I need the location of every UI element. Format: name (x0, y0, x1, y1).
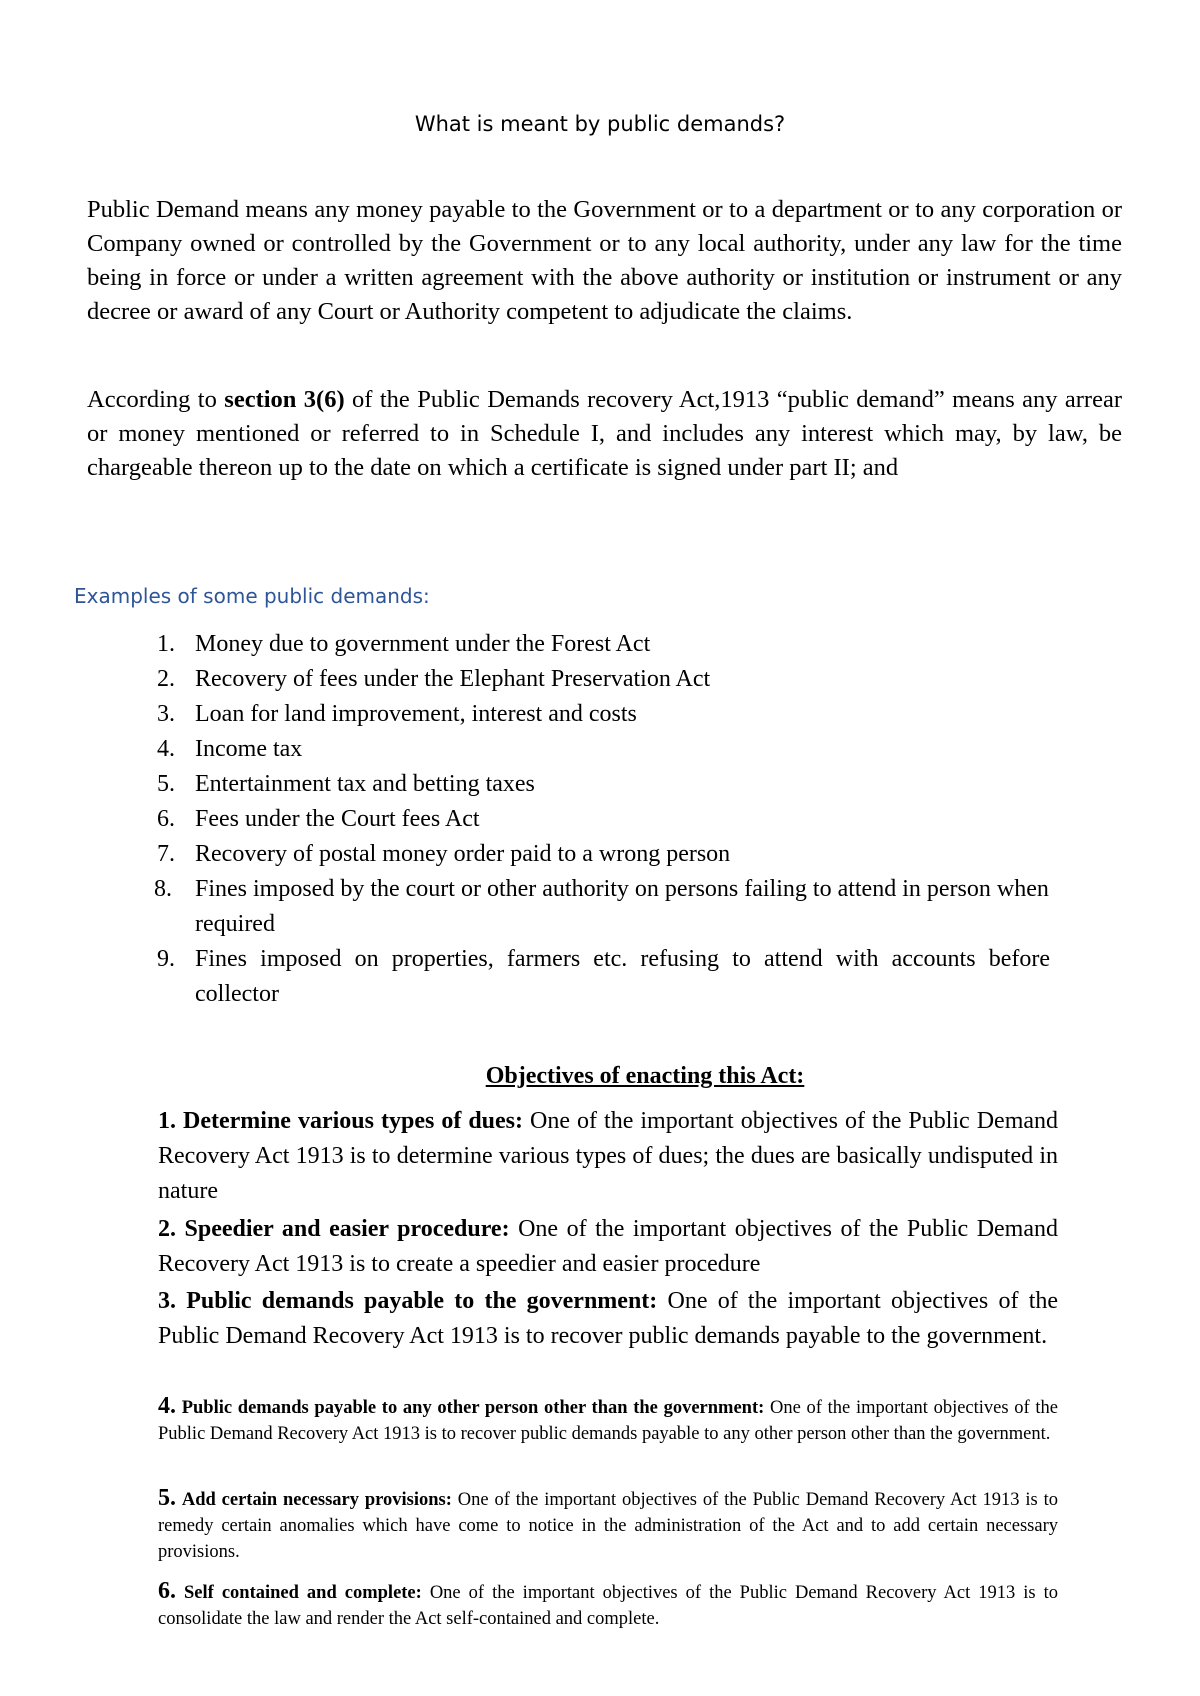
objective-number: 2. (158, 1216, 176, 1242)
objective-label: Public demands payable to the government: (186, 1288, 658, 1314)
section-text-after: of the Public Demands recovery Act,1913 “public demand” means any arrear or money mentioned or referred to in Schedule I, and includes any interest which may, by law, be chargeable thereon up to the date on which a certificate is signed under part II; and (87, 386, 1123, 481)
examples-list (150, 627, 1050, 1012)
list-item-number: 6. (157, 806, 175, 832)
list-item-text: Fees under the Court fees Act (195, 806, 480, 832)
objective-text: One of the important objectives of the Public Demand Recovery Act 1913 is to recover public demands payable to any other person other than the government. (158, 1398, 1058, 1444)
list-item-text: Fines imposed on properties, farmers etc. refusing to attend with accounts before collector (195, 946, 1050, 1007)
list-item-text: Income tax (195, 736, 303, 762)
objective-label: Determine various types of dues: (183, 1108, 524, 1134)
list-item (150, 627, 1050, 662)
list-item-number: 9. (157, 946, 175, 972)
list-item-number: 8. (154, 876, 172, 902)
objective-item (158, 1393, 1058, 1447)
list-item-text: Fines imposed by the court or other authority on persons failing to attend in person when required (195, 876, 1049, 937)
objectives-heading: Objectives of enacting this Act: (485, 1063, 805, 1089)
list-item-text: Recovery of fees under the Elephant Preservation Act (195, 666, 711, 692)
list-item-number: 4. (157, 736, 175, 762)
objective-number: 1. (158, 1108, 176, 1134)
intro-paragraph: Public Demand means any money payable to the Government or to a department or to any corporation or Company owned or controlled by the Government or to any local authority, under any law for the time being in force or under a written agreement with the above authority or institution or instrument or any decree or award of any Court or Authority competent to adjudicate the claims. (87, 196, 1122, 325)
list-item (150, 662, 1050, 697)
objective-item (158, 1485, 1058, 1565)
objective-text: One of the important objectives of the Public Demand Recovery Act 1913 is to remedy certain anomalies which have come to notice in the administration of the Act and to add certain necessary provisions. (158, 1490, 1058, 1562)
list-item-number: 2. (157, 666, 175, 692)
section-text-before: According to (87, 386, 225, 413)
list-item-text: Recovery of postal money order paid to a wrong person (195, 841, 731, 867)
section-paragraph (87, 383, 1122, 485)
list-item (150, 767, 1050, 802)
objective-label: Add certain necessary provisions: (181, 1490, 452, 1510)
objective-item (158, 1284, 1058, 1354)
list-item-number: 7. (157, 841, 175, 867)
objective-item (158, 1212, 1058, 1282)
examples-heading: Examples of some public demands: (74, 584, 430, 608)
objective-text: One of the important objectives of the Public Demand Recovery Act 1913 is to create a speedier and easier procedure (158, 1216, 1058, 1277)
objective-label: Self contained and complete: (184, 1583, 422, 1603)
objective-number: 3. (158, 1288, 176, 1314)
objective-text: One of the important objectives of the Public Demand Recovery Act 1913 is to determine various types of dues; the dues are basically undisputed in nature (158, 1108, 1059, 1204)
list-item (150, 872, 1050, 942)
objective-number: 5. (158, 1485, 176, 1511)
list-item (150, 837, 1050, 872)
list-item (150, 732, 1050, 767)
objective-label: Public demands payable to any other person other than the government: (181, 1398, 765, 1418)
list-item-number: 1. (157, 631, 175, 657)
objective-text: One of the important objectives of the Public Demand Recovery Act 1913 is to consolidate the law and render the Act self-contained and complete. (158, 1583, 1058, 1629)
objective-number: 6. (158, 1578, 176, 1604)
list-item-text: Entertainment tax and betting taxes (195, 771, 535, 797)
objective-number: 4. (158, 1393, 176, 1419)
objective-item (158, 1578, 1058, 1632)
list-item (150, 942, 1050, 1012)
list-item (150, 802, 1050, 837)
objective-item (158, 1104, 1058, 1209)
list-item-text: Loan for land improvement, interest and costs (195, 701, 637, 727)
list-item-text: Money due to government under the Forest Act (195, 631, 651, 657)
objective-text: One of the important objectives of the Public Demand Recovery Act 1913 is to recover public demands payable to the government. (158, 1288, 1059, 1349)
list-item-number: 3. (157, 701, 175, 727)
page-title: What is meant by public demands? (414, 112, 786, 136)
objective-label: Speedier and easier procedure: (184, 1216, 510, 1242)
section-reference: section 3(6) (224, 386, 345, 413)
list-item (150, 697, 1050, 732)
list-item-number: 5. (157, 771, 175, 797)
